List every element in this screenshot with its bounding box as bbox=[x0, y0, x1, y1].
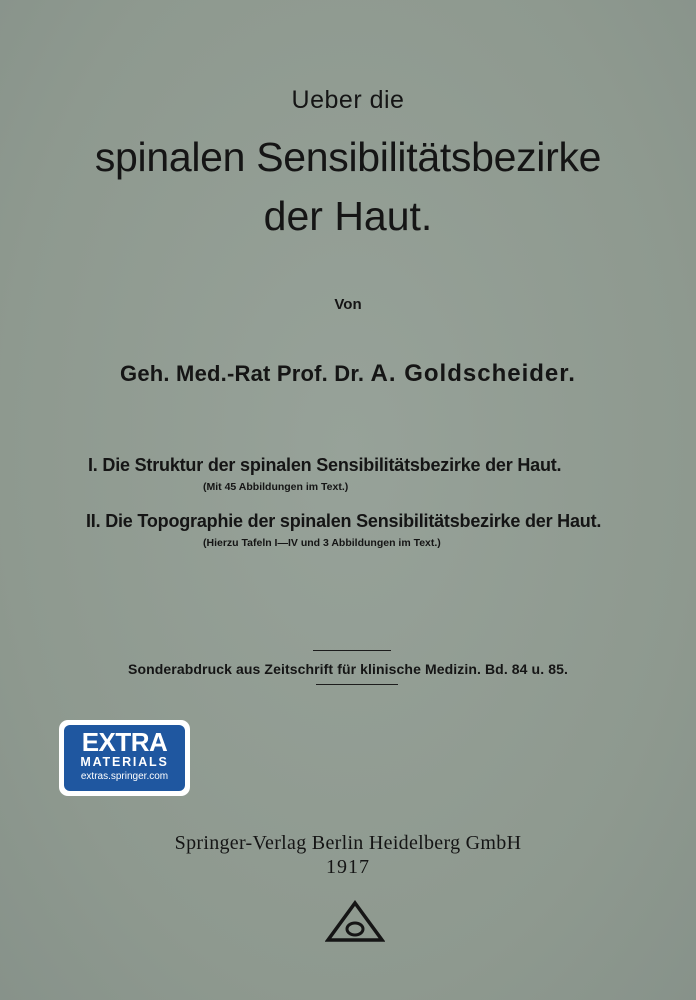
badge-url-text: extras.springer.com bbox=[80, 771, 169, 782]
extra-materials-badge[interactable] bbox=[59, 720, 190, 796]
author-name: A. Goldscheider. bbox=[370, 360, 576, 387]
title-line-3: der Haut. bbox=[263, 193, 433, 239]
part-1-title: I. Die Struktur der spinalen Sensibilitätsbezirke der Haut. bbox=[88, 455, 562, 475]
badge-extra-text: EXTRA bbox=[81, 727, 168, 757]
publication-year: 1917 bbox=[326, 856, 370, 878]
springer-triangle-logo-icon bbox=[325, 900, 385, 944]
title-line-1: Ueber die bbox=[291, 86, 405, 114]
by-label: Von bbox=[334, 296, 362, 313]
part-2-title: II. Die Topographie der spinalen Sensibilitätsbezirke der Haut. bbox=[86, 511, 602, 531]
reprint-note: Sonderabdruck aus Zeitschrift für klinische Medizin. Bd. 84 u. 85. bbox=[128, 661, 568, 677]
divider-bottom bbox=[316, 684, 398, 685]
extra-materials-badge-panel bbox=[64, 725, 185, 791]
title-line-2: spinalen Sensibilitätsbezirke bbox=[94, 134, 602, 180]
author-line bbox=[0, 360, 696, 388]
divider-top bbox=[313, 650, 391, 651]
publisher-name: Springer-Verlag Berlin Heidelberg GmbH bbox=[174, 832, 522, 854]
author-prefix: Geh. Med.-Rat Prof. Dr. bbox=[120, 361, 365, 386]
part-2-note: (Hierzu Tafeln I—IV und 3 Abbildungen im Text.) bbox=[203, 537, 441, 549]
part-1-note: (Mit 45 Abbildungen im Text.) bbox=[203, 481, 349, 493]
badge-materials-text: MATERIALS bbox=[80, 755, 169, 769]
